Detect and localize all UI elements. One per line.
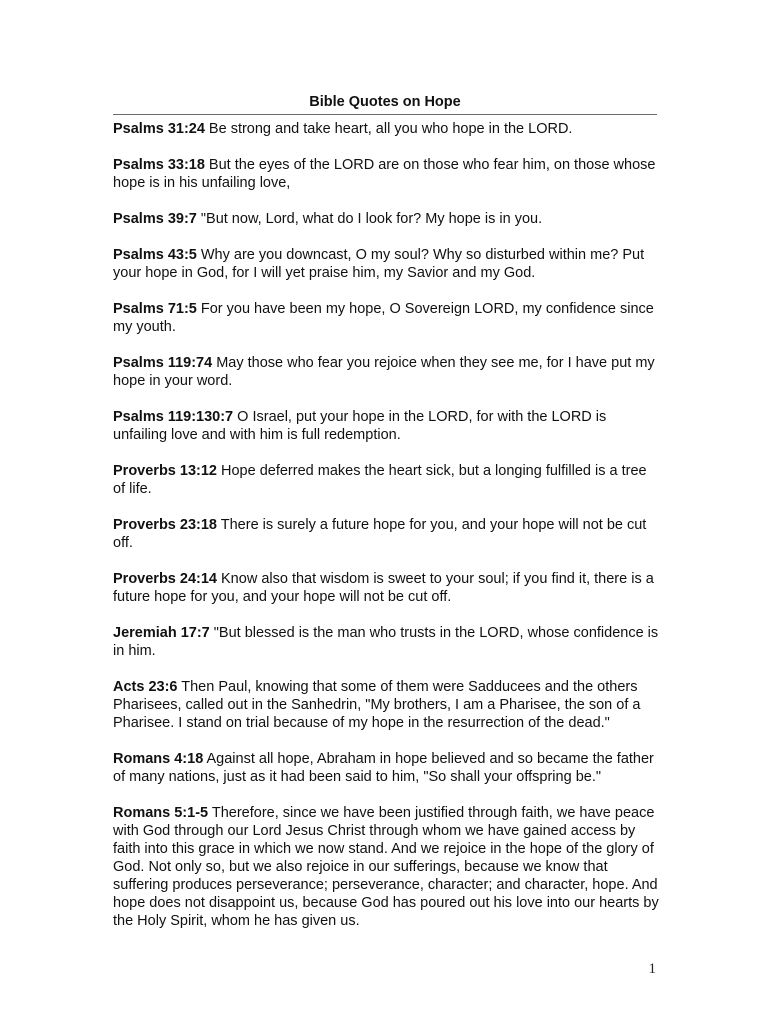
page-number: 1 — [648, 961, 656, 977]
document-title: Bible Quotes on Hope — [309, 94, 461, 110]
quote-item — [113, 210, 661, 228]
quote-reference: Proverbs 13:12 — [113, 463, 217, 479]
quote-text: But the eyes of the LORD are on those who fear him, on those whose hope is in his unfailing love, — [113, 157, 656, 191]
quote-text: "But blessed is the man who trusts in the LORD, whose confidence is in him. — [113, 625, 659, 659]
quote-item — [113, 516, 661, 552]
quote-item — [113, 408, 661, 444]
title-divider — [113, 114, 657, 115]
quote-text: For you have been my hope, O Sovereign LORD, my confidence since my youth. — [113, 301, 654, 335]
quote-text: Be strong and take heart, all you who hope in the LORD. — [204, 121, 573, 137]
quote-text: Why are you downcast, O my soul? Why so disturbed within me? Put your hope in God, for I will yet praise him, my Savior and my God. — [113, 247, 645, 281]
quote-text: There is surely a future hope for you, and your hope will not be cut off. — [113, 517, 647, 551]
quote-text: May those who fear you rejoice when they see me, for I have put my hope in your word. — [113, 355, 655, 389]
quote-reference: Psalms 71:5 — [113, 301, 197, 317]
quote-text: "But now, Lord, what do I look for? My hope is in you. — [196, 211, 543, 227]
quote-text: Know also that wisdom is sweet to your soul; if you find it, there is a future hope for you, and your hope will not be cut off. — [113, 571, 654, 605]
quote-text: O Israel, put your hope in the LORD, for with the LORD is unfailing love and with him is full redemption. — [113, 409, 607, 443]
quote-reference: Proverbs 24:14 — [113, 571, 217, 587]
quote-item — [113, 804, 661, 930]
quote-item — [113, 120, 661, 138]
quote-text: Hope deferred makes the heart sick, but a longing fulfilled is a tree of life. — [113, 463, 647, 497]
quote-item — [113, 624, 661, 660]
quote-reference: Proverbs 23:18 — [113, 517, 217, 533]
quote-reference: Psalms 39:7 — [113, 211, 197, 227]
quote-reference: Romans 4:18 — [113, 751, 204, 767]
quote-text: Against all hope, Abraham in hope believed and so became the father of many nations, just as it had been said to him, "So shall your offspring be." — [113, 751, 654, 785]
quote-item — [113, 570, 661, 606]
quote-reference: Psalms 33:18 — [113, 157, 205, 173]
quote-reference: Psalms 119:130:7 — [113, 409, 234, 425]
quote-item — [113, 462, 661, 498]
quote-list — [113, 120, 661, 948]
quote-reference: Psalms 31:24 — [113, 121, 205, 137]
quote-text: Then Paul, knowing that some of them were Sadducees and the others Pharisees, called out in the Sanhedrin, "My brothers, I am a Pharisee, the son of a Pharisee. I stand on trial because of my hope in the resurrection of the dead." — [113, 679, 641, 731]
quote-reference: Psalms 43:5 — [113, 247, 197, 263]
quote-item — [113, 156, 661, 192]
quote-text: Therefore, since we have been justified through faith, we have peace with God through our Lord Jesus Christ through whom we have gained access by faith into this grace in which we now stand. And we rejoice in the hope of the glory of God. Not only so, but we also rejoice in our sufferings, because we know that suffering produces perseverance; perseverance, character; and character, hope. And hope does not disappoint us, because God has poured out his love into our hearts by the Holy Spirit, whom he has given us. — [113, 805, 659, 929]
quote-item — [113, 300, 661, 336]
quote-reference: Psalms 119:74 — [113, 355, 213, 371]
quote-reference: Acts 23:6 — [113, 679, 178, 695]
quote-item — [113, 750, 661, 786]
quote-reference: Romans 5:1-5 — [113, 805, 209, 821]
quote-item — [113, 246, 661, 282]
quote-reference: Jeremiah 17:7 — [113, 625, 210, 641]
quote-item — [113, 678, 661, 732]
quote-item — [113, 354, 661, 390]
